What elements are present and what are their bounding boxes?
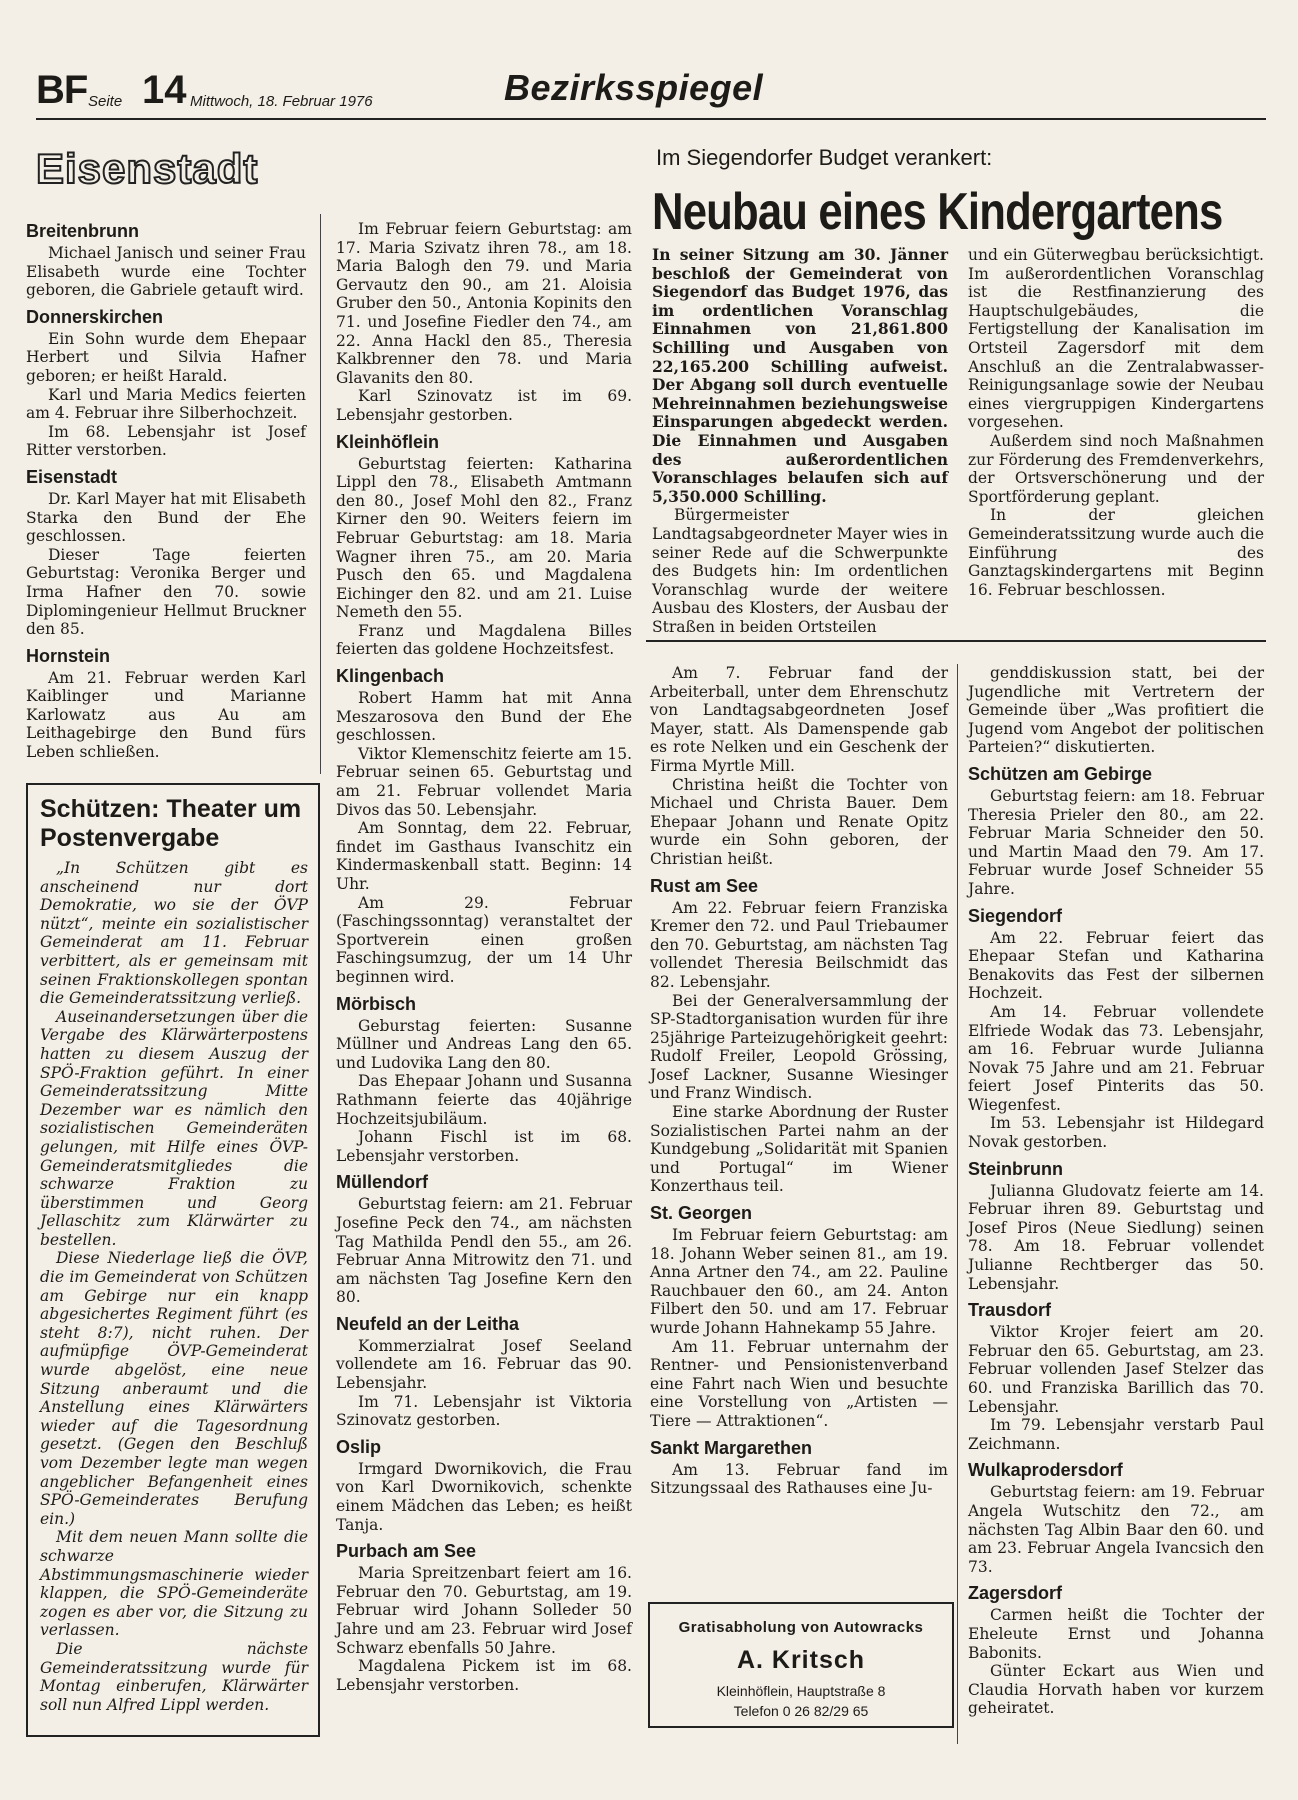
town-heading: Schützen am Gebirge [968, 763, 1153, 784]
news-paragraph: Günter Eckart aus Wien und Claudia Horvath haben vor kurzem geheiratet. [968, 1662, 1264, 1718]
news-paragraph: Geburtstag feiern: am 19. Februar Angela Wutschitz den 72., am nächsten Tag Albin Baar den 60. und am 23. Februar Angela Ivancsich den 73. [968, 1483, 1264, 1576]
news-paragraph: Am 21. Februar werden Karl Kaiblinger und Marianne Karlowatz aus Au am Leithagebirge den Bund fürs Leben schließen. [26, 668, 306, 762]
news-paragraph: Am 11. Februar unternahm der Rentner- und Pensionistenverband eine Fahrt nach Wien und besuchte eine Vorstellung von „Artisten — Tiere — Attraktionen“. [650, 1337, 948, 1430]
issue-date: Mittwoch, 18. Februar 1976 [190, 93, 373, 110]
header-rule [36, 118, 1266, 120]
town-heading: Siegendorf [968, 905, 1063, 926]
newspaper-brand: BF [36, 68, 88, 112]
news-paragraph: Am 13. Februar fand im Sitzungssaal des Rathauses eine Ju- [650, 1460, 948, 1498]
classified-ad [648, 1602, 954, 1728]
news-paragraph: Am 22. Februar feiert das Ehepaar Stefan und Katharina Benakovits das Fest der silbernen Hochzeit. [968, 928, 1264, 1003]
news-paragraph: Irmgard Dwornikovich, die Frau von Karl Dwornikovich, schenkte einem Mädchen das Leben; es heißt Tanja. [336, 1459, 632, 1534]
news-paragraph: Am 7. Februar fand der Arbeiterball, unter dem Ehrenschutz von Landtagsabgeordneten Josef Mayer, statt. Als Damenspende gab es rote Nelken und ein Geschenk der Firma Myrtle Mill. [650, 664, 948, 775]
news-paragraph: Am 22. Februar feiern Franziska Kremer den 72. und Paul Triebaumer den 70. Geburtstag, am nächsten Tag vollendet Theresia Beilschmidt das 82. Lebensjahr. [650, 898, 948, 991]
box-paragraph: Die nächste Gemeinderatssitzung wurde für Montag einberufen, Klärwärter soll nun Alfred Lippl werden. [40, 1639, 308, 1714]
news-paragraph: Viktor Klemenschitz feierte am 15. Februar seinen 65. Geburtstag und am 21. Februar vollendet Maria Divos das 50. Lebensjahr. [336, 744, 632, 819]
news-paragraph: Geburstag feierten: Susanne Müllner und Andreas Lang den 65. und Ludovika Lang den 80. [336, 1016, 632, 1072]
news-paragraph: Im 71. Lebensjahr ist Viktoria Szinovatz gestorben. [336, 1392, 632, 1430]
feature-column-1 [652, 246, 948, 636]
news-paragraph: Am 14. Februar vollendete Elfriede Wodak das 73. Lebensjahr, am 16. Februar wurde Julianna Novak 75 Jahre und am 21. Februar feiert Josef Pinterits das 50. Wiegenfest. [968, 1002, 1264, 1114]
news-paragraph: Julianna Gludovatz feierte am 14. Februar ihren 89. Geburtstag und Josef Piros (Neue Siedlung) seinen 78. Am 18. Februar vollendet Julianne Rechtberger das 50. Lebensjahr. [968, 1181, 1264, 1293]
feature-lead: In seiner Sitzung am 30. Jänner beschloß der Gemeinderat von Siegendorf das Budget 1976, das im ordentlichen Voranschlag Einnahmen von 21,861.800 Schilling und Ausgaben von 22,165.200 Schilling aufweist. Der Abgang soll durch eventuelle Mehreinnahmen beziehungsweise Einsparungen abgedeckt werden. Die Einnahmen und Ausgaben des außerordentlichen Voranschlages belaufen sich auf 5,350.000 Schilling. [652, 245, 948, 506]
news-column-4 [968, 664, 1264, 1718]
news-paragraph: Am 29. Februar (Faschingssonntag) veranstaltet der Sportverein einen großen Faschingsumzug, der um 14 Uhr beginnen wird. [336, 893, 632, 986]
news-paragraph: Das Ehepaar Johann und Susanna Rathmann feierte das 40jährige Hochzeitsjubiläum. [336, 1072, 632, 1128]
town-heading: Hornstein [26, 645, 111, 666]
news-paragraph: Im 79. Lebensjahr verstarb Paul Zeichmann. [968, 1416, 1264, 1453]
town-heading: Mörbisch [336, 993, 417, 1014]
feature-paragraph: Bürgermeister Landtagsabgeordneter Mayer wies in seiner Rede auf die Schwerpunkte des Budgets hin: Im ordentlichen Voranschlag wurde der weitere Ausbau des Klosters, der Ausbau der Straßen in beiden Ortsteilen [652, 506, 948, 636]
ad-company-name: A. Kritsch [736, 1646, 866, 1674]
town-heading: Purbach am See [336, 1541, 477, 1562]
masthead [36, 67, 1266, 130]
ad-tagline: Gratisabholung von Autowracks [678, 1619, 924, 1636]
news-paragraph: Michael Janisch und seiner Frau Elisabeth wurde eine Tochter geboren, die Gabriele getauft wird. [26, 244, 306, 300]
feature-kicker: Im Siegendorfer Budget verankert: [656, 145, 993, 170]
town-heading: Müllendorf [336, 1172, 428, 1193]
town-heading: Oslip [336, 1436, 382, 1457]
town-heading: Trausdorf [968, 1300, 1052, 1321]
town-heading: Klingenbach [336, 666, 445, 687]
feature-column-2 [968, 246, 1264, 599]
news-paragraph: Im 68. Lebensjahr ist Josef Ritter verstorben. [26, 422, 306, 460]
town-heading: Kleinhöflein [336, 431, 439, 452]
news-paragraph: Geburtstag feiern: am 18. Februar Theresia Prieler den 80., am 22. Februar Maria Schneider den 50. und Martin Maad den 79. Am 17. Februar wurde Josef Schneider 55 Jahre. [968, 786, 1264, 898]
news-paragraph: Dieser Tage feierten Geburtstag: Veronika Berger und Irma Hafner den 70. sowie Diplomingenieur Hellmut Bruckner den 85. [26, 545, 306, 639]
news-paragraph: Am Sonntag, dem 22. Februar, findet im Gasthaus Ivanschitz ein Kindermaskenball statt. Beginn: 14 Uhr. [336, 819, 632, 893]
town-heading: Steinbrunn [968, 1158, 1063, 1179]
ad-address: Kleinhöflein, Hauptstraße 8 [716, 1683, 886, 1699]
news-paragraph: Karl Szinovatz ist im 69. Lebensjahr gestorben. [336, 387, 632, 424]
news-paragraph: Franz und Magdalena Billes feierten das goldene Hochzeitsfest. [336, 621, 632, 659]
news-paragraph: Ein Sohn wurde dem Ehepaar Herbert und Silvia Hafner geboren; er heißt Harald. [26, 329, 306, 385]
news-paragraph: Carmen heißt die Tochter der Eheleute Ernst und Johanna Babonits. [968, 1606, 1264, 1662]
news-paragraph: Geburtstag feiern: am 21. Februar Josefine Peck den 74., am nächsten Tag Mathilda Pendl den 55., am 26. Februar Anna Mitrowitz den 71. und am nächsten Tag Josefine Kern den 80. [336, 1195, 632, 1307]
town-heading: Rust am See [650, 875, 759, 896]
news-paragraph: Magdalena Pickem ist im 68. Lebensjahr verstorben. [336, 1657, 632, 1694]
box-paragraph: Diese Niederlage ließ die ÖVP, die im Gemeinderat von Schützen am Gebirge nur ein knapp abgesichertes Regiment führt (es steht 8:7), nicht ruhen. Der aufmüpfige ÖVP-Gemeinderat wurde abgelöst, eine neue Sitzung anberaumt und die Anstellung eines Klärwärters wieder auf die Tagesordnung gesetzt. (Gegen den Beschluß vom Dezember legte man wegen angeblicher Befangenheit eines SPÖ-Gemeinderates Berufung ein.) [40, 1249, 308, 1528]
news-column-1 [26, 220, 306, 762]
news-paragraph: Im 53. Lebensjahr ist Hildegard Novak gestorben. [968, 1114, 1264, 1152]
page-label: Seite [88, 93, 123, 110]
commentary-box [26, 783, 320, 1737]
box-headline: Schützen: Theater um Postenvergabe [40, 795, 302, 852]
news-paragraph: Bei der Generalversammlung der SP-Stadtorganisation wurden für ihre 25jährige Parteizugehörigkeit geehrt: Rudolf Freiler, Leopold Grössing, Josef Lackner, Susanne Wiesinger und Franz Windisch. [650, 991, 948, 1103]
section-title: Bezirksspiegel [504, 67, 764, 108]
feature-paragraph: Außerdem sind noch Maßnahmen zur Förderung des Fremdenverkehrs, der Ortsverschönerung und der Sportförderung geplant. [968, 431, 1264, 506]
news-paragraph: Christina heißt die Tochter von Michael und Christa Bauer. Dem Ehepaar Johann und Renate Opitz wurde ein Sohn geboren, der Christian heißt. [650, 775, 948, 868]
town-heading: Donnerskirchen [26, 306, 164, 327]
news-paragraph: Im Februar feiern Geburtstag: am 17. Maria Szivatz ihren 78., am 18. Maria Balogh den 79. und Maria Gervautz den 90., am 21. Aloisia Gruber den 50., Antonia Kopinits den 71. und Josefine Fiedler den 74., am 22. Anna Hackl den 85., Theresia Kalkbrenner den 78. und Maria Glavanits den 80. [336, 220, 632, 387]
town-heading: Sankt Margarethen [650, 1437, 813, 1458]
town-heading: Wulkaprodersdorf [968, 1460, 1123, 1481]
news-paragraph: Geburtstag feierten: Katharina Lippl den 78., Elisabeth Amtmann den 80., Josef Mohl den 82., Franz Kirner den 90. Weiters feiern im Februar Geburtstag: am 18. Maria Wagner ihren 75., am 20. Maria Pusch den 65. und Magdalena Eichinger den 82. und am 21. Luise Nemeth den 55. [336, 454, 632, 622]
news-paragraph: genddiskussion statt, bei der Jugendliche mit Vertretern der Gemeinde über „Was profitiert die Jugend vom Angebot der politischen Parteien?“ diskutierten. [968, 664, 1264, 757]
news-paragraph: Karl und Maria Medics feierten am 4. Februar ihre Silberhochzeit. [26, 385, 306, 423]
box-paragraph: Auseinandersetzungen über die Vergabe des Klärwärterpostens hatten zu diesem Auszug der SPÖ-Fraktion geführt. In einer Gemeinderatssitzung Mitte Dezember war es nämlich den sozialistischen Gemeinderäten gelungen, mit Hilfe eines ÖVP-Gemeinderatsmitgliedes die schwarze Fraktion zu überstimmen und Georg Jellaschitz zum Klärwärter zu bestellen. [40, 1007, 308, 1249]
box-body [40, 859, 308, 1714]
news-paragraph: Viktor Krojer feiert am 20. Februar den 65. Geburtstag, am 23. Februar vollenden Jasef Stelzer das 60. und Franziska Barillich das 70. Lebensjahr. [968, 1323, 1264, 1416]
town-heading: Neufeld an der Leitha [336, 1313, 520, 1334]
town-heading: Zagersdorf [968, 1583, 1063, 1604]
town-heading: Breitenbrunn [26, 221, 140, 241]
news-paragraph: Eine starke Abordnung der Ruster Sozialistischen Partei nahm an der Kundgebung „Solidarität mit Spanien und Portugal“ im Wiener Konzerthaus teil. [650, 1103, 948, 1196]
news-paragraph: Dr. Karl Mayer hat mit Elisabeth Starka den Bund der Ehe geschlossen. [26, 489, 306, 546]
news-paragraph: Kommerzialrat Josef Seeland vollendete am 16. Februar das 90. Lebensjahr. [336, 1336, 632, 1393]
town-heading: Eisenstadt [26, 466, 118, 487]
box-paragraph: „In Schützen gibt es anscheinend nur dort Demokratie, wo sie der ÖVP nützt“, meinte ein sozialistischer Gemeinderat am 11. Februar verbittert, als er gemeinsam mit seinen Fraktionskollegen spontan die Gemeinderatssitzung verließ. [40, 859, 308, 1008]
news-column-2 [336, 220, 632, 1694]
news-paragraph: Robert Hamm hat mit Anna Meszarosova den Bund der Ehe geschlossen. [336, 689, 632, 745]
ad-phone: Telefon 0 26 82/29 65 [733, 1703, 869, 1719]
column-rule [957, 664, 958, 1744]
box-paragraph: Mit dem neuen Mann sollte die schwarze Abstimmungsmaschinerie wieder klappen, die SPÖ-Gemeinderäte zogen es aber vor, die Sitzung zu verlassen. [40, 1528, 308, 1640]
page-number: 14 [142, 68, 187, 112]
town-heading: St. Georgen [650, 1203, 753, 1224]
news-paragraph: Maria Spreitzenbart feiert am 16. Februar den 70. Geburtstag, am 19. Februar wird Johann Solleder 50 Jahre und am 23. Februar wird Josef Schwarz ebenfalls 50 Jahre. [336, 1564, 632, 1657]
feature-paragraph: In der gleichen Gemeinderatssitzung wurde auch die Einführung des Ganztagskindergartens mit Beginn 16. Februar beschlossen. [968, 506, 1264, 599]
feature-headline: Neubau eines Kindergartens [652, 183, 1223, 241]
news-paragraph: Im Februar feiern Geburtstag: am 18. Johann Weber seinen 81., am 19. Anna Artner den 74., am 22. Pauline Rauchbauer den 60., am 24. Anton Filbert den 50. und am 17. Februar wurde Johann Hahnekamp 55 Jahre. [650, 1226, 948, 1337]
column-rule [320, 214, 321, 774]
section-logo: Eisenstadt [36, 145, 259, 192]
feature-bottom-rule [646, 640, 1266, 642]
feature-paragraph: und ein Güterwegbau berücksichtigt. Im außerordentlichen Voranschlag ist die Restfinanzierung des Hauptschulgebäudes, die Fertigstellung der Kanalisation im Ortsteil Zagersdorf mit dem Anschluß an die Zentralabwasser-Reinigungsanlage sowie der Neubau eines viergruppigen Kindergartens vorgesehen. [968, 246, 1264, 432]
news-paragraph: Johann Fischl ist im 68. Lebensjahr verstorben. [336, 1128, 632, 1165]
news-column-3 [650, 664, 948, 1498]
